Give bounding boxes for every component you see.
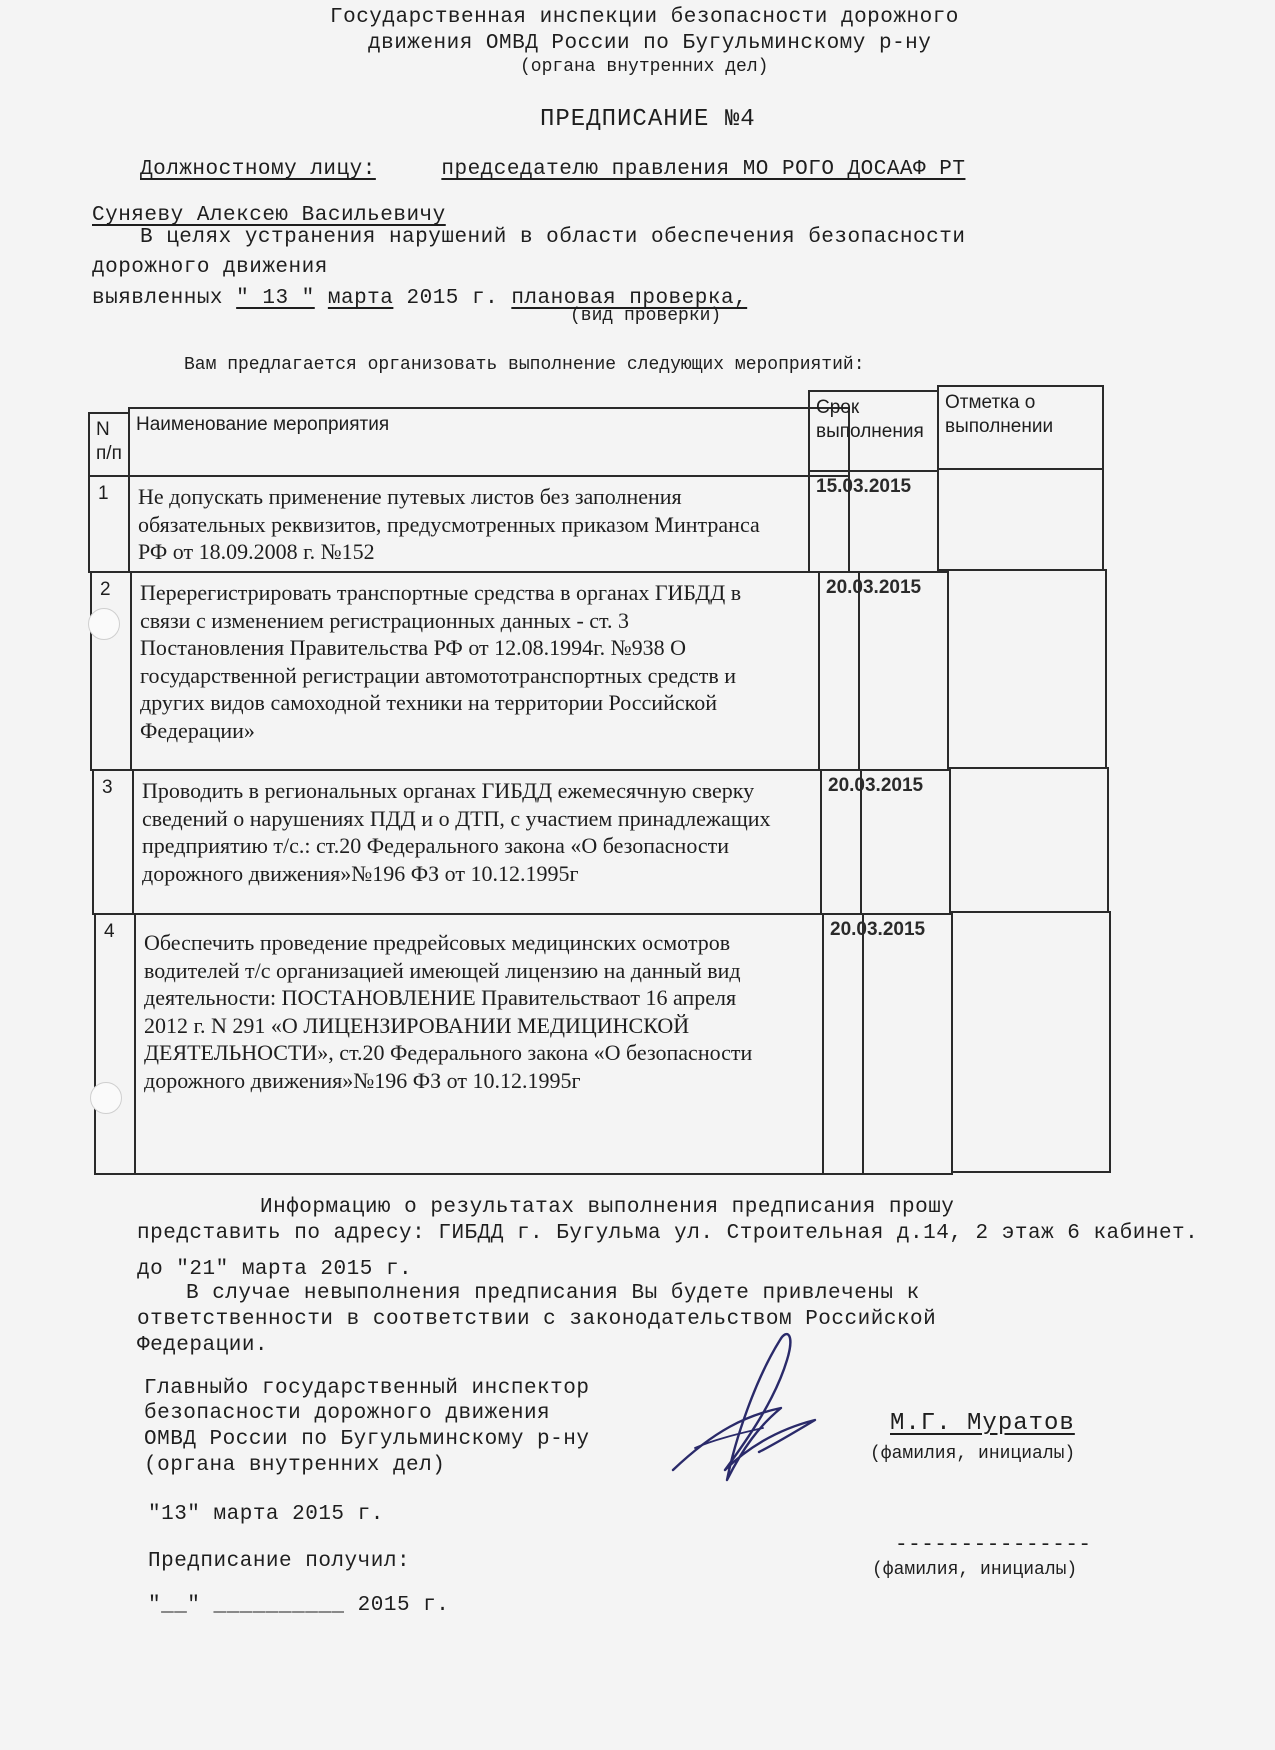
info-line-1: Информацию о результатах выполнения предписания прошу [260,1196,955,1219]
warning-line-1: В случае невыполнения предписания Вы будете привлечены к [186,1282,920,1305]
signer-name-caption: (фамилия, инициалы) [870,1444,1076,1464]
received-caption: (фамилия, инициалы) [872,1560,1078,1580]
row-4-num: 4 [94,913,136,1175]
purpose-line-1: В целях устранения нарушений в области обеспечения безопасности [140,226,966,249]
issued-date: "13" марта 2015 г. [148,1503,384,1526]
row-2-num: 2 [90,571,132,771]
signer-line-3: ОМВД России по Бугульминскому р-ну [144,1428,590,1451]
row-3-deadline: 20.03.2015 [820,769,951,915]
header-line-1: Государственная инспекции безопасности дорожного [330,6,959,29]
row-3-action: Проводить в региональных органах ГИБДД ежемесячную сверку сведений о нарушениях ПДД и о ДТП, с участием принадлежащих предприятию т/с.: ст.20 Федерального закона «О безопасности дорожного движения»№196 ФЗ от 10.12.1995г [132,769,862,915]
intro-text: Вам предлагается организовать выполнение следующих мероприятий: [184,355,865,375]
header-line-2: движения ОМВД России по Бугульминскому р-ну [368,32,932,55]
row-1-deadline: 15.03.2015 [808,470,939,573]
row-1-action: Не допускать применение путевых листов без заполнения обязательных реквизитов, предусмотренных приказом Минтранса РФ от 18.09.2008 г. №152 [128,475,850,573]
document-title: ПРЕДПИСАНИЕ №4 [540,106,756,133]
signer-line-2: безопасности дорожного движения [144,1402,551,1425]
signer-line-1: Главныйо государственный инспектор [144,1377,590,1400]
check-type-caption: (вид проверки) [570,306,722,326]
received-label: Предписание получил: [148,1550,411,1573]
row-2-deadline: 20.03.2015 [818,571,949,771]
warning-line-2: ответственности в соответствии с законодательством Российской [137,1308,937,1331]
row-4-mark [951,911,1111,1173]
row-3-num: 3 [92,769,134,915]
row-1-num: 1 [88,475,130,573]
detected-year: 2015 г. [406,287,499,310]
addressee-name: Суняеву Алексею Васильевичу [92,204,446,227]
row-2-mark [947,569,1107,769]
check-type: плановая проверка, [511,287,748,310]
punch-hole-bottom [90,1082,122,1114]
header-name: Наименование мероприятия [128,407,850,477]
signer-name: М.Г. Муратов [890,1410,1075,1437]
row-3-mark [949,767,1109,913]
received-signature-line: --------------- [895,1534,1092,1557]
warning-line-3: Федерации. [137,1334,269,1357]
header-deadline: Срок выполнения [808,390,939,472]
signer-line-4: (органа внутренних дел) [144,1454,446,1477]
purpose-line-2: дорожного движения [92,256,328,279]
row-2-action: Перерегистрировать транспортные средства в органах ГИБДД в связи с изменением регистрационных данных - ст. 3 Постановления Правительства РФ от 12.08.1994г. №938 О государственной регистрации автомототранспортных средств и других видов самоходной техники на территории Российской Федерации» [130,571,860,771]
info-line-2: представить по адресу: ГИБДД г. Бугульма ул. Строительная д.14, 2 этаж 6 кабинет. [137,1222,1199,1245]
received-date-line: "__" __________ 2015 г. [148,1594,450,1617]
addressee-line [140,158,965,181]
measures-table [88,385,1123,1175]
info-line-3: до "21" марта 2015 г. [137,1258,413,1281]
addressee-position: председателю правления МО РОГО ДОСААФ РТ [441,158,966,181]
header-num: N п/п [88,412,130,477]
punch-hole-top [88,608,120,640]
header-line-3: (органа внутренних дел) [520,57,769,77]
addressee-prefix: Должностному лицу: [140,158,376,181]
detected-day: " 13 " [236,287,315,310]
row-4-action: Обеспечить проведение предрейсовых медицинских осмотров водителей т/с организацией имеющей лицензию на данный вид деятельности: ПОСТАНОВЛЕНИЕ Правительстваот 16 апреля 2012 г. N 291 «О ЛИЦЕНЗИРОВАНИИ МЕДИЦИНСКОЙ ДЕЯТЕЛЬНОСТИ», ст.20 Федерального закона «О безопасности дорожного движения»№196 ФЗ от 10.12.1995г [134,913,864,1175]
row-4-deadline: 20.03.2015 [822,913,953,1175]
detected-month: марта [327,287,394,310]
detected-label: выявленных [92,287,224,310]
header-mark: Отметка о выполнении [937,385,1104,470]
row-1-mark [937,468,1104,571]
handwritten-signature [655,1320,845,1510]
